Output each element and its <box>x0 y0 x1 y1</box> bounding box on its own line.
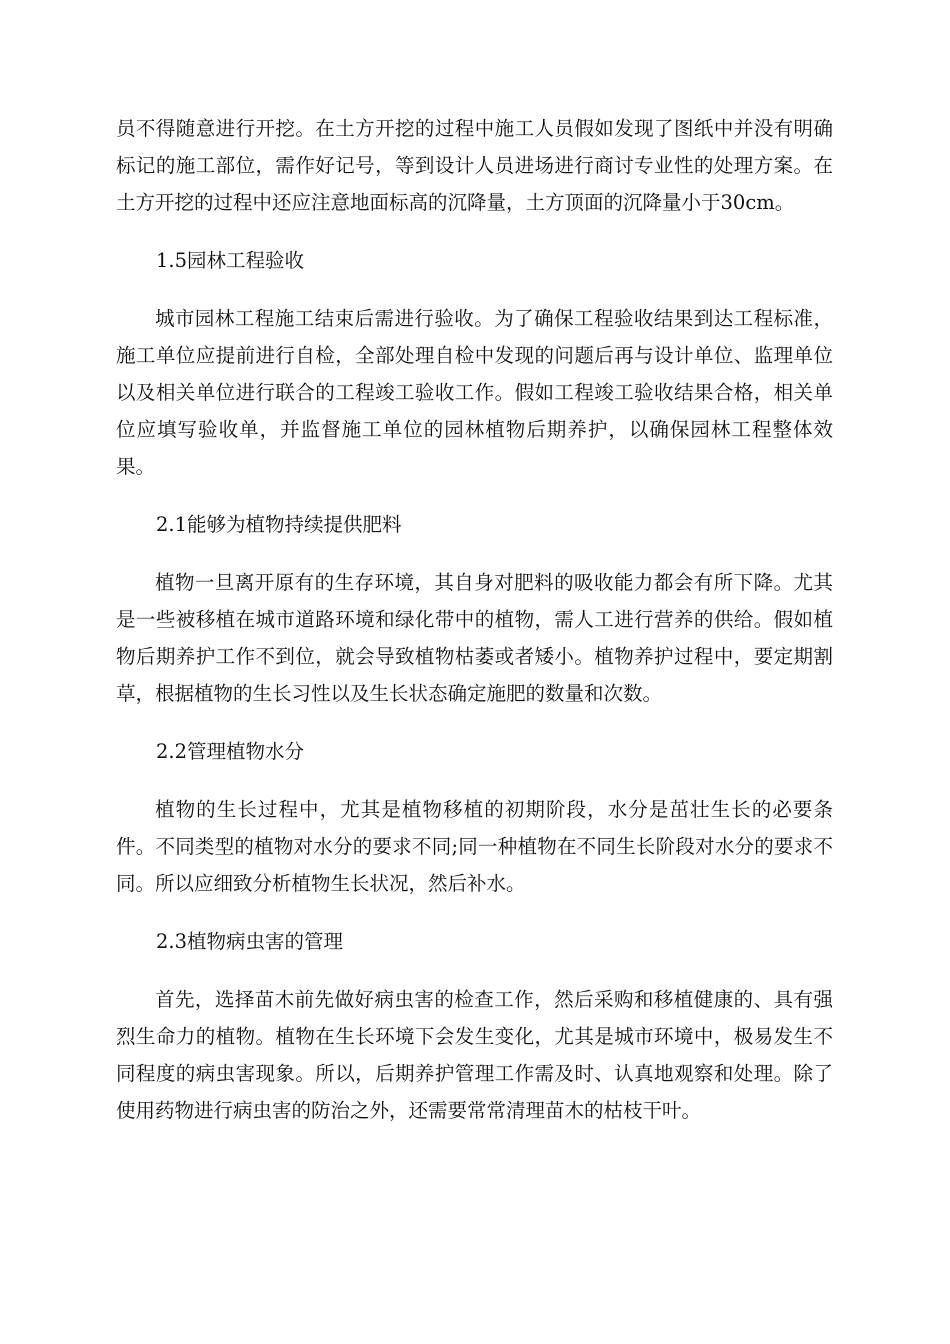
heading-2-3-pests: 2.3植物病虫害的管理 <box>156 930 344 953</box>
heading-2-2-water: 2.2管理植物水分 <box>156 740 305 763</box>
document-body <box>116 110 833 1129</box>
paragraph-acceptance: 城市园林工程施工结束后需进行验收。为了确保工程验收结果到达工程标准，施工单位应提前进行自检，全部处理自检中发现的问题后再与设计单位、监理单位以及相关单位进行联合的工程竣工验收工作。假如工程竣工验收结果合格，相关单位应填写验收单，并监督施工单位的园林植物后期养护，以确保园林工程整体效果。 <box>116 307 833 478</box>
heading-2-1-fertilizer: 2.1能够为植物持续提供肥料 <box>156 513 402 536</box>
paragraph-pests: 首先，选择苗木前先做好病虫害的检查工作，然后采购和移植健康的、具有强烈生命力的植物。植物在生长环境下会发生变化，尤其是城市环境中，极易发生不同程度的病虫害现象。所以，后期养护管理工作需及时、认真地观察和处理。除了使用药物进行病虫害的防治之外，还需要常常清理苗木的枯枝干叶。 <box>116 988 833 1122</box>
paragraph-fertilizer: 植物一旦离开原有的生存环境，其自身对肥料的吸收能力都会有所下降。尤其是一些被移植在城市道路环境和绿化带中的植物，需人工进行营养的供给。假如植物后期养护工作不到位，就会导致植物枯萎或者矮小。植物养护过程中，要定期割草，根据植物的生长习性以及生长状态确定施肥的数量和次数。 <box>116 571 833 705</box>
paragraph-water: 植物的生长过程中，尤其是植物移植的初期阶段，水分是茁壮生长的必要条件。不同类型的植物对水分的要求不同;同一种植物在不同生长阶段对水分的要求不同。所以应细致分析植物生长状况，然后补水。 <box>116 798 833 895</box>
paragraph-earthwork-continued: 员不得随意进行开挖。在土方开挖的过程中施工人员假如发现了图纸中并没有明确标记的施工部位，需作好记号，等到设计人员进场进行商讨专业性的处理方案。在土方开挖的过程中还应注意地面标高的沉降量，土方顶面的沉降量小于30cm。 <box>116 117 833 214</box>
heading-1-5-acceptance: 1.5园林工程验收 <box>156 249 305 272</box>
